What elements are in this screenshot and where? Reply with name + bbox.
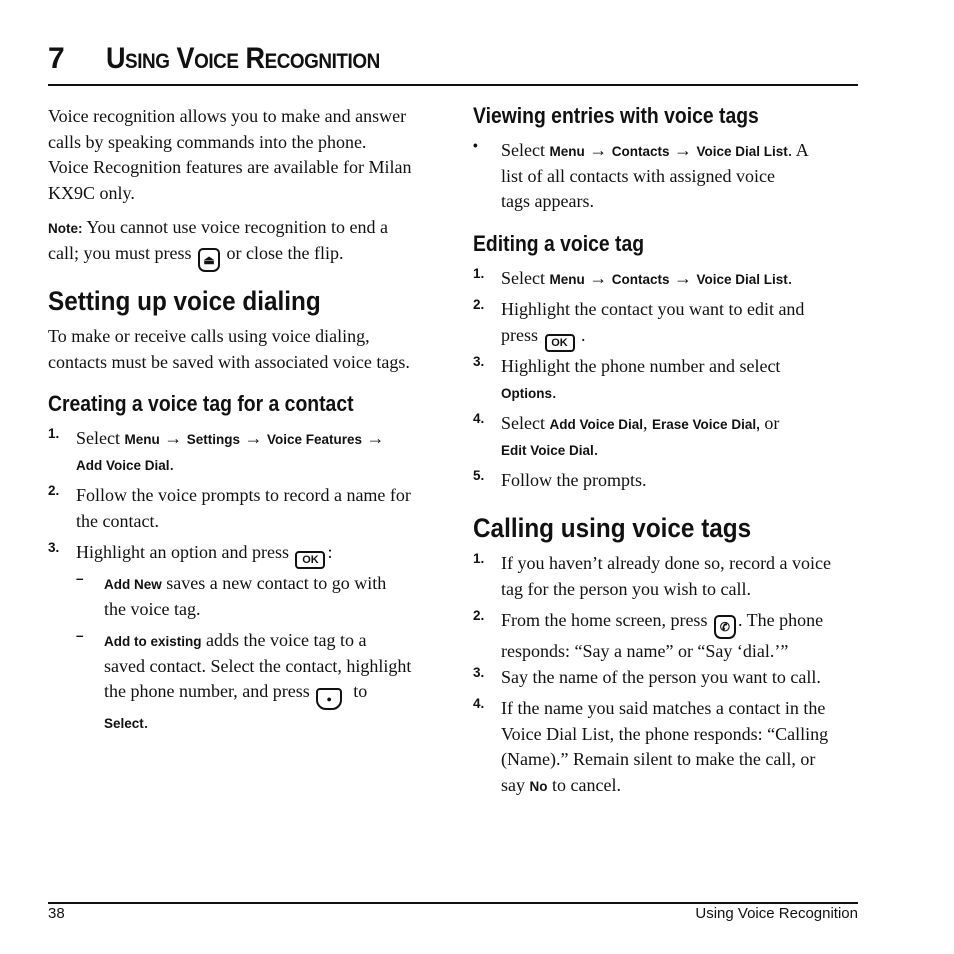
list-marker: – bbox=[76, 571, 84, 586]
text-run: You cannot use voice recognition to end a call; you must press bbox=[48, 217, 388, 263]
ok-key-icon: OK bbox=[545, 334, 575, 352]
bold-term: Add Voice Dial bbox=[549, 417, 644, 432]
text-run: Say the name of the person you want to call. bbox=[501, 667, 821, 687]
text-run: adds the voice tag to a saved contact. Select the contact, highlight the phone number, and press bbox=[104, 630, 412, 702]
text-run: Highlight the contact you want to edit and press bbox=[501, 299, 805, 345]
text-run: Follow the voice prompts to record a name for the contact. bbox=[76, 485, 411, 531]
list-marker: – bbox=[76, 628, 84, 643]
list-marker: 1. bbox=[48, 426, 60, 441]
list-item bbox=[473, 138, 809, 215]
bold-term: Settings bbox=[186, 432, 240, 447]
bold-term: Voice Features bbox=[267, 432, 363, 447]
list-marker: 3. bbox=[473, 665, 485, 680]
list-marker: 2. bbox=[473, 297, 485, 312]
list-item bbox=[76, 628, 411, 736]
list-marker: 1. bbox=[473, 266, 485, 281]
chapter-number: 7 bbox=[48, 42, 65, 75]
bold-term: Menu bbox=[549, 272, 585, 287]
text-run: . bbox=[576, 324, 586, 345]
text-run: : bbox=[327, 542, 333, 562]
list-item bbox=[473, 411, 779, 462]
heading-calling: Calling using voice tags bbox=[473, 513, 752, 543]
text-run: to cancel. bbox=[547, 775, 621, 796]
list-marker: 3. bbox=[48, 540, 60, 555]
text-run: Highlight the phone number and select bbox=[501, 356, 781, 376]
list-marker: 5. bbox=[473, 468, 485, 483]
list-item bbox=[473, 696, 828, 799]
bold-term: Voice Dial List bbox=[696, 144, 788, 159]
list-marker: 4. bbox=[473, 411, 485, 426]
send-key-icon: ✆ bbox=[714, 615, 736, 639]
list-item bbox=[48, 483, 411, 534]
list-item bbox=[48, 540, 333, 569]
list-marker: 2. bbox=[473, 608, 485, 623]
text-run: To make or receive calls using voice dialing, contacts must be saved with associated voice tags. bbox=[48, 326, 410, 372]
text-run: → bbox=[584, 268, 612, 288]
text-run: . bbox=[143, 712, 149, 733]
text-run: From the home screen, press bbox=[501, 610, 712, 630]
list-marker: 2. bbox=[48, 483, 60, 498]
bold-term: Menu bbox=[124, 432, 160, 447]
text-run: Follow the prompts. bbox=[501, 470, 647, 490]
text-run: → bbox=[159, 428, 187, 448]
bold-term: Add New bbox=[104, 577, 162, 592]
text-run: . A list of all contacts with assigned voice tags appears. bbox=[501, 140, 809, 212]
list-item bbox=[76, 571, 386, 622]
note-paragraph bbox=[48, 215, 388, 272]
list-item bbox=[473, 468, 647, 494]
text-run: If you haven’t already done so, record a voice tag for the person you wish to call. bbox=[501, 553, 832, 599]
bold-term: Add to existing bbox=[104, 634, 202, 649]
text-run: Select bbox=[501, 268, 550, 288]
text-run: . bbox=[552, 381, 557, 402]
bold-term: Add Voice Dial bbox=[76, 457, 170, 473]
heading-creating: Creating a voice tag for a contact bbox=[48, 391, 354, 416]
list-marker: • bbox=[473, 138, 478, 153]
bold-term: Erase Voice Dial, bbox=[652, 417, 760, 432]
list-item bbox=[473, 608, 823, 665]
text-run: . The phone responds: “Say a name” or “Say ‘dial.’” bbox=[501, 610, 824, 661]
heading-editing: Editing a voice tag bbox=[473, 231, 645, 256]
text-run: Voice recognition allows you to make and answer calls by speaking commands into the phone. Voice Recognition features are available for Milan KX9C only. bbox=[48, 106, 412, 204]
end-key-icon: ⏏ bbox=[198, 248, 220, 272]
text-run: to bbox=[353, 681, 368, 702]
text-run: or close the flip. bbox=[221, 242, 344, 263]
bold-term: Select bbox=[104, 716, 144, 732]
setup-paragraph bbox=[48, 324, 410, 375]
text-run: Select bbox=[501, 413, 550, 433]
list-item bbox=[473, 297, 804, 352]
list-item bbox=[473, 665, 821, 691]
bold-term: Voice Dial List bbox=[696, 272, 788, 287]
text-run: → bbox=[669, 268, 697, 288]
page-number: 38 bbox=[48, 905, 65, 922]
text-run: or bbox=[764, 413, 780, 433]
ok-key-icon: OK bbox=[295, 551, 325, 569]
list-marker: 3. bbox=[473, 354, 485, 369]
text-run: If the name you said matches a contact in the Voice Dial List, the phone responds: “Calling (Name).” Remain silent to make the call, or say bbox=[501, 698, 829, 796]
bold-term: Edit Voice Dial bbox=[501, 442, 594, 458]
text-run: , bbox=[643, 413, 653, 433]
chapter-title: Using Voice Recognition bbox=[106, 42, 380, 75]
bold-term: No bbox=[529, 779, 548, 795]
list-marker: 4. bbox=[473, 696, 485, 711]
bold-term: Menu bbox=[549, 144, 585, 159]
text-run: → bbox=[584, 140, 612, 160]
text-run: Select bbox=[501, 140, 550, 160]
bold-term: Contacts bbox=[611, 272, 670, 287]
bold-term: Contacts bbox=[611, 144, 670, 159]
text-run: . bbox=[593, 438, 599, 459]
list-item bbox=[473, 266, 792, 292]
list-item bbox=[48, 426, 385, 477]
text-run: Highlight an option and press bbox=[76, 542, 294, 562]
text-run: . bbox=[787, 268, 793, 288]
text-run: → bbox=[669, 140, 697, 160]
bold-term: Note: bbox=[48, 221, 83, 236]
text-run: → bbox=[366, 428, 385, 448]
header-rule bbox=[48, 84, 858, 86]
text-run: . bbox=[169, 453, 175, 474]
list-item bbox=[473, 354, 780, 405]
text-run: Select bbox=[76, 428, 125, 448]
list-marker: 1. bbox=[473, 551, 485, 566]
heading-setting-up: Setting up voice dialing bbox=[48, 286, 321, 316]
select-key-icon: ● bbox=[316, 688, 342, 710]
footer-section: Using Voice Recognition bbox=[695, 905, 858, 922]
intro-paragraph bbox=[48, 104, 412, 207]
heading-viewing: Viewing entries with voice tags bbox=[473, 103, 759, 128]
text-run: → bbox=[240, 428, 267, 448]
text-run: saves a new contact to go with the voice tag. bbox=[104, 573, 387, 619]
footer-rule bbox=[48, 902, 858, 904]
bold-term: Options bbox=[501, 385, 552, 401]
list-item bbox=[473, 551, 831, 602]
